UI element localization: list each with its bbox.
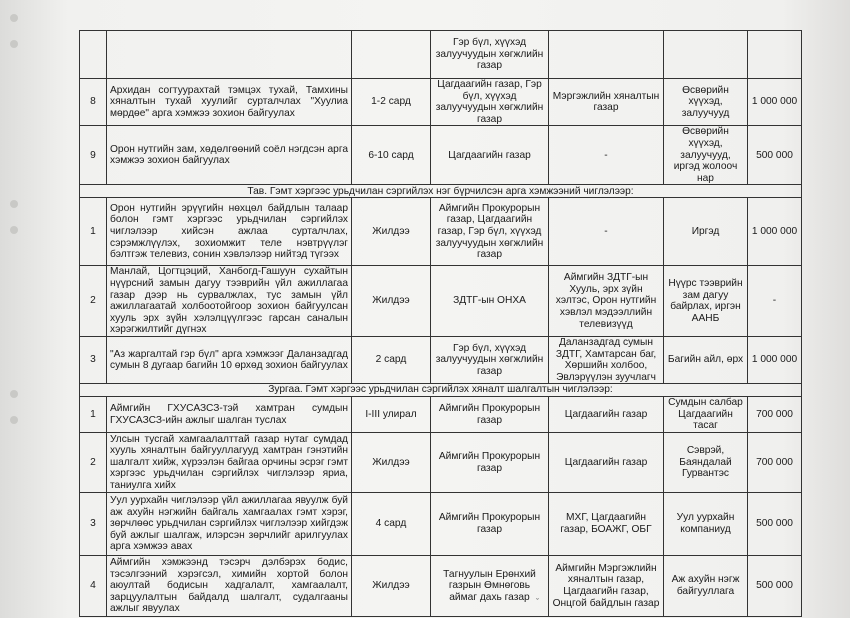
row-number [80,31,107,79]
partner-org-cell: Мэргэжлийн хяналтын газар [549,79,664,126]
budget-cell: 1 000 000 [748,79,802,126]
target-group-cell: Аж ахуйн нэгж байгууллага [664,556,748,617]
target-group-cell [664,31,748,79]
table-row [80,493,802,556]
row-number: 2 [80,266,107,337]
partner-org-cell: Цагдаагийн газар [549,433,664,493]
partner-org-cell [549,31,664,79]
responsible-org-cell: ЗДТГ-ын ОНХА [431,266,549,337]
punch-hole [10,40,18,48]
term-cell: 4 сард [352,493,431,556]
responsible-org-cell: Аймгийн Прокурорын газар [431,493,549,556]
table-row [80,556,802,617]
punch-hole [10,416,18,424]
row-number: 1 [80,397,107,433]
budget-cell: 700 000 [748,397,802,433]
partner-org-cell: Аймгийн Мэргэжлийн хяналтын газар, Цагдаагийн газар, Онцгой байдлын газар [549,556,664,617]
row-number: 8 [80,79,107,126]
activity-cell [107,31,352,79]
table-row [80,266,802,337]
partner-org-cell: - [549,126,664,185]
target-group-cell: Сумдын салбар Цагдаагийн тасаг [664,397,748,433]
section-title: Тав. Гэмт хэргээс урьдчилан сэргийлэх нэг бүрчилсэн арга хэмжээний чиглэлээр: [80,185,802,198]
punch-hole [10,200,18,208]
responsible-org-cell: Цагдаагийн газар [431,126,549,185]
table-row [80,79,802,126]
budget-cell: 700 000 [748,433,802,493]
activity-cell: Архидан согтуурахтай тэмцэх тухай, Тамхины хяналтын тухай хуулийг сурталчлах "Хуулиа мөрдөе" арга хэмжээ зохион байгуулах [107,79,352,126]
activity-cell: Манлай, Цогтцэций, Ханбогд-Гашуун сухайтын нүүрсний замын дагуу тээврийн үйл ажиллагаа газар дээр нь сурвалжлах, тус замын үйл ажиллагаатай холбоотойгоор зохион байгуулсан хууль эрх зүйн хэлэлцүүлгээс гарсан саналын хэрэгжилтийг дүгнэх [107,266,352,337]
row-number: 3 [80,493,107,556]
partner-org-cell: Даланзадгад сумын ЗДТГ, Хамтарсан баг, Хөршийн холбоо, Эвлэрүүлэн зуучлагч [549,336,664,383]
term-cell: Жилдээ [352,266,431,337]
budget-cell: - [748,266,802,337]
row-number: 4 [80,556,107,617]
responsible-org-cell: Гэр бүл, хүүхэд залуучуудын хөгжлийн газар [431,31,549,79]
responsible-org-cell: Аймгийн Прокурорын газар [431,397,549,433]
responsible-org-cell: Аймгийн Прокурорын газар, Цагдаагийн газар, Гэр бүл, хүүхэд залуучуудын хөгжлийн газар [431,198,549,266]
table-row [80,397,802,433]
budget-cell: 500 000 [748,556,802,617]
activity-cell: Орон нутгийн эрүүгийн нөхцөл байдлын талаар болон гэмт хэргээс урьдчилан сэргийлэх чиглэлээр хийсэн ажлаа сурталчлах, сэрэмжлүүлэх, зохиомжит теле нэвтрүүлэг бэлтгэж телевиз, сонин хэвлэлээр нийтэд түгээх [107,198,352,266]
activity-plan-table [79,30,802,617]
table-row [80,198,802,266]
partner-org-cell: - [549,198,664,266]
term-cell: 1-2 сард [352,79,431,126]
section-title: Зургаа. Гэмт хэргээс урьдчилан сэргийлэх хяналт шалгалтын чиглэлээр: [80,384,802,397]
row-number: 2 [80,433,107,493]
table-row [80,433,802,493]
activity-cell: Аймгийн хэмжээнд тэсэрч дэлбэрэх бодис, тэсэлгээний хэрэгсэл, химийн хортой болон аюултай бодисын хадгалалт, хамгаалалт, зарцуулалтын байдалд шалгалт, судалгааны ажлыг явуулах [107,556,352,617]
target-group-cell: Уул уурхайн компаниуд [664,493,748,556]
activity-cell: Орон нутгийн зам, хөдөлгөөний соёл нэгдсэн арга хэмжээ зохион байгуулах [107,126,352,185]
term-cell [352,31,431,79]
responsible-org-cell: Аймгийн Прокурорын газар [431,433,549,493]
section-header-row [80,185,802,198]
table-row [80,126,802,185]
row-number: 3 [80,336,107,383]
scan-mark: ˇ [536,597,539,607]
table-row [80,31,802,79]
term-cell: Жилдээ [352,433,431,493]
table-row [80,336,802,383]
term-cell: 6-10 сард [352,126,431,185]
target-group-cell: Өсвөрийн хүүхэд, залуучууд [664,79,748,126]
responsible-org-cell: Гэр бүл, хүүхэд залуучуудын хөгжлийн газар [431,336,549,383]
target-group-cell: Нүүрс тээврийн зам дагуу байрлах, иргэн ААНБ [664,266,748,337]
punch-hole [10,390,18,398]
budget-cell: 1 000 000 [748,336,802,383]
budget-cell [748,31,802,79]
partner-org-cell: Цагдаагийн газар [549,397,664,433]
punch-hole [10,14,18,22]
target-group-cell: Сэврэй, Баяндалай Гурвантэс [664,433,748,493]
term-cell: Жилдээ [352,198,431,266]
activity-cell: Уул уурхайн чиглэлээр үйл ажиллагаа явуулж буй аж ахуйн нэгжийн байгаль хамгаалах гэмт хэрэг, зөрчлөөс урьдчилан сэргийлэх чиглэлээр хийгдэж буй ажлыг шалгаж, илэрсэн зөрчлийг арилгуулах арга хэмжээ авах [107,493,352,556]
budget-cell: 500 000 [748,126,802,185]
budget-cell: 500 000 [748,493,802,556]
budget-cell: 1 000 000 [748,198,802,266]
responsible-org-cell: Цагдаагийн газар, Гэр бүл, хүүхэд залуучуудын хөгжлийн газар [431,79,549,126]
term-cell: I-III улирал [352,397,431,433]
row-number: 1 [80,198,107,266]
section-header-row [80,384,802,397]
activity-cell: Улсын тусгай хамгаалалттай газар нутаг сумдад хууль хяналтын байгууллагууд хамтран гэнэтийн шалгалт хийж, хүрээлэн байгаа орчины эсрэг гэмт хэргээс урьдчилан сэргийлэх чиглэлээр яриа, таниулга хийх [107,433,352,493]
responsible-org-cell: Тагнуулын Ерөнхий газрын Өмнөговь аймаг дахь газар [431,556,549,617]
row-number: 9 [80,126,107,185]
activity-cell: Аймгийн ГХУСАЗСЗ-тэй хамтран сумдын ГХУСАЗСЗ-ийн ажлыг шалган туслах [107,397,352,433]
term-cell: Жилдээ [352,556,431,617]
punch-hole [10,226,18,234]
binder-holes [10,0,20,618]
partner-org-cell: МХГ, Цагдаагийн газар, БОАЖГ, ОБГ [549,493,664,556]
target-group-cell: Иргэд [664,198,748,266]
partner-org-cell: Аймгийн ЗДТГ-ын Хууль, эрх зүйн хэлтэс, Орон нутгийн хэвлэл мэдээллийн телевизүүд [549,266,664,337]
target-group-cell: Өсвөрийн хүүхэд, залуучууд, иргэд жолооч нар [664,126,748,185]
target-group-cell: Багийн айл, өрх [664,336,748,383]
term-cell: 2 сард [352,336,431,383]
activity-cell: "Аз жаргалтай гэр бүл" арга хэмжээг Даланзадгад сумын 8 дугаар багийн 10 өрхөд зохион байгуулах [107,336,352,383]
